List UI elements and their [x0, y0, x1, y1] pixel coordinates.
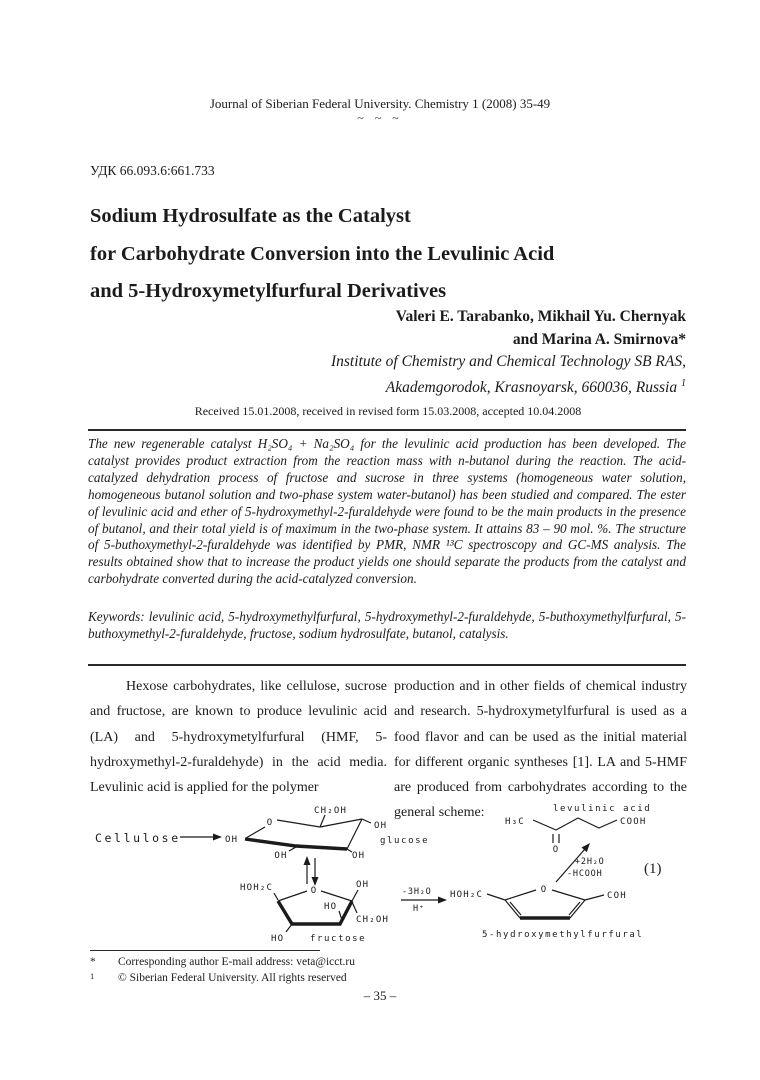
affiliation-block	[90, 351, 686, 399]
cellulose-label: Cellulose	[95, 831, 181, 845]
page-number: – 35 –	[363, 988, 397, 1003]
hmf-label: 5-hydroxymethylfurfural	[482, 930, 644, 940]
title-line-3: and 5-Hydroxymetylfurfural Derivatives	[90, 280, 447, 302]
glucose-oh-bottom: OH	[274, 851, 288, 861]
dehydration-arrowhead	[438, 897, 447, 904]
rehydration-arrow-group	[556, 843, 605, 882]
authors-line-1: Valeri E. Tarabanko, Mikhail Yu. Chernyak	[395, 308, 686, 325]
abstract-text: The new regenerable catalyst H₂SO₄ + Na₂SO₄ for the levulinic acid production has been developed. The catalyst provides product extraction from the reaction mass with n-butanol during the reaction. The acid-catalyzed dehydration process of fructose and sucrose in three systems (homogeneous water solution, homogeneous butanol solution and two-phase system water-butanol) has been studied and compared. The ester of levulinic acid and ether of 5-hydroxymethyl-2-furaldehyde were found to be the main products in the presence of butanol, and their total yield is of maximum in the two-phase system. It attains 83 – 90 mol. %. The structure of 5-buthoxymethyl-2-furaldehyde was identified by PMR, NMR ¹³C spectroscopy and GC-MS analysis. The results obtained show that to increase the product yields one should separate the products from the catalyst and carbohydrate converted during the acid-catalyzed conversion.	[88, 436, 686, 587]
title-line-1: Sodium Hydrosulfate as the Catalyst	[90, 205, 411, 227]
body-left-paragraph: Hexose carbohydrates, like cellulose, sucrose and fructose, are known to produce levulinic acid (LA) and 5-hydroxymetylfurfural (HMF, 5-hydroxymethyl-2-furaldehyde) in the acid media. Levulinic acid is applied for the polymer	[90, 679, 387, 796]
hmf-structure	[450, 885, 643, 940]
body-right-paragraph: production and in other fields of chemical industry and research. 5-hydroxymetylfurfural is used as a food flavor and can be used as the initial material for different organic syntheses [1]. LA and 5-HMF are produced from carbohydrates according to the general scheme:	[394, 679, 687, 821]
glucose-ring-oxygen: O	[266, 818, 274, 828]
keywords-text: Keywords: levulinic acid, 5-hydroxymethylfurfural, 5-hydroxymethyl-2-furaldehyde, 5-buthoxymethylfurfural, 5-buthoxymethyl-2-furaldehyde, fructose, sodium hydrosulfate, butanol, catalysis.	[88, 609, 686, 641]
levulinic-acid-structure	[505, 804, 651, 855]
glucose-structure	[245, 806, 429, 861]
footnote-star-text: Corresponding author E-mail address: veta@icct.ru	[118, 956, 356, 968]
abstract-bottom-rule	[88, 664, 686, 666]
glucose-oh-bottom-right: OH	[352, 851, 366, 861]
levulinic-acid-label: levulinic acid	[553, 804, 652, 814]
levulinic-cooh: COOH	[620, 817, 647, 827]
reaction-scheme	[80, 790, 690, 955]
footnote-one-marker: 1	[90, 970, 95, 981]
footnote-copyright	[90, 971, 686, 987]
levulinic-carbonyl-oxygen: O	[552, 845, 560, 855]
authors-line-2: and Marina A. Smirnova*	[512, 331, 686, 348]
fructose-ring-oxygen: O	[310, 886, 318, 896]
footnote-star-marker: *	[90, 956, 96, 968]
glucose-oh-left: OH	[225, 835, 239, 845]
received-dates: Received 15.01.2008, received in revised form 15.03.2008, accepted 10.04.2008	[194, 404, 582, 418]
fructose-ch2oh: CH₂OH	[356, 915, 390, 925]
fructose-ho-bottom: HO	[271, 934, 285, 944]
minus-3h2o-label: -3H₂O	[402, 887, 432, 897]
dehydration-arrow-group	[401, 887, 447, 914]
footnotes-block	[90, 955, 686, 986]
footnote-rule	[90, 950, 320, 951]
fructose-hoh2c: HOH₂C	[240, 883, 274, 893]
fructose-oh-top: OH	[356, 880, 370, 890]
fructose-structure	[240, 880, 389, 944]
footnote-corresponding-author	[90, 955, 686, 971]
fructose-label: fructose	[310, 934, 367, 944]
plus-2h2o-label: +2H₂O	[575, 857, 605, 867]
equilibrium-arrows	[304, 856, 319, 886]
body-left-column	[90, 674, 387, 800]
cellulose-arrowhead	[213, 834, 222, 841]
article-title	[90, 198, 670, 311]
fructose-ho-inner: HO	[324, 902, 338, 912]
title-line-2: for Carbohydrate Conversion into the Levulinic Acid	[90, 242, 555, 265]
glucose-label: glucose	[380, 836, 430, 846]
hmf-ring-oxygen: O	[540, 885, 548, 895]
affiliation-footnote-marker: 1	[681, 378, 686, 389]
glucose-oh-right: OH	[374, 821, 388, 831]
udk-code: УДК 66.093.6:661.733	[90, 163, 215, 178]
footnote-one-text: © Siberian Federal University. All rights reserved	[118, 971, 347, 984]
minus-hcooh-label: -HCOOH	[567, 869, 603, 879]
levulinic-h3c: H₃C	[505, 817, 525, 827]
abstract-top-rule	[88, 429, 686, 431]
hmf-hoh2c: HOH₂C	[450, 890, 484, 900]
affiliation-text: Akademgorodok, Krasnoyarsk, 660036, Russia	[385, 379, 678, 397]
equation-number: (1)	[644, 861, 662, 877]
journal-header: Journal of Siberian Federal University. Chemistry 1 (2008) 35-49	[209, 96, 551, 111]
glucose-ch2oh: CH₂OH	[314, 806, 348, 816]
authors-block	[90, 305, 686, 351]
h-plus-label: H⁺	[413, 904, 425, 914]
affiliation-line-2	[90, 373, 686, 399]
affiliation-line-1: Institute of Chemistry and Chemical Technology SB RAS,	[330, 353, 686, 370]
hmf-coh: COH	[607, 891, 627, 901]
header-separator: ~ ~ ~	[357, 111, 403, 125]
